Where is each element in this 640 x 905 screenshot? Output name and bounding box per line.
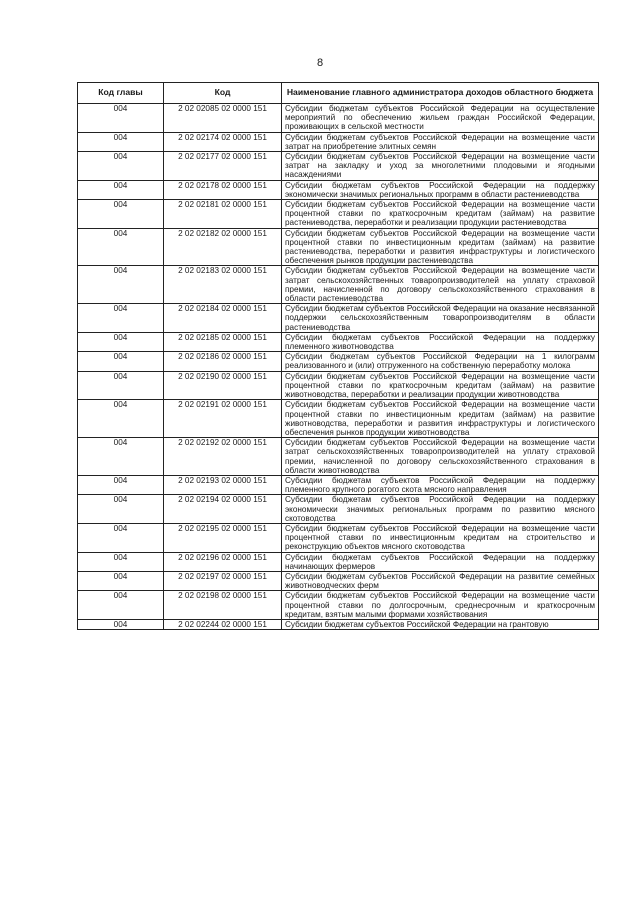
chapter-code-cell: 004 [78, 304, 164, 333]
header-row [78, 83, 599, 104]
table-row [78, 438, 599, 476]
code-cell: 2 02 02195 02 0000 151 [164, 523, 282, 552]
revenue-administrators-table [77, 82, 599, 630]
page-number: 8 [316, 57, 324, 69]
name-cell: Субсидии бюджетам субъектов Российской Федерации на возмещение части процентной ставки по инвестиционным кредитам (займам) на развитие животноводства, переработки и развития инфраструктуры и логистического обеспечения рынков продукции животноводства [282, 400, 599, 438]
code-cell: 2 02 02191 02 0000 151 [164, 400, 282, 438]
name-cell: Субсидии бюджетам субъектов Российской Федерации на возмещение части процентной ставки по инвестиционным кредитам (займам) на развитие растениеводства, переработки и развития инфраструктуры и логистического обеспечения рынков продукции растениеводства [282, 228, 599, 266]
code-cell: 2 02 02178 02 0000 151 [164, 180, 282, 199]
name-cell: Субсидии бюджетам субъектов Российской Федерации на возмещение части затрат сельскохозяйственных товаропроизводителей на уплату страховой премии, начисленной по договору сельскохозяйственного страхования в области растениеводства [282, 266, 599, 304]
chapter-code-cell: 004 [78, 352, 164, 371]
table-row [78, 371, 599, 400]
table-row [78, 400, 599, 438]
table-row [78, 571, 599, 590]
table-row [78, 552, 599, 571]
code-cell: 2 02 02183 02 0000 151 [164, 266, 282, 304]
table-row [78, 475, 599, 494]
name-cell: Субсидии бюджетам субъектов Российской Федерации на возмещение части процентной ставки по краткосрочным кредитам (займам) на развитие растениеводства, переработки и реализации продукции растениеводства [282, 200, 599, 229]
table-row [78, 200, 599, 229]
chapter-code-cell: 004 [78, 523, 164, 552]
name-cell: Субсидии бюджетам субъектов Российской Федерации на поддержку племенного крупного рогатого скота мясного направления [282, 475, 599, 494]
table-row [78, 266, 599, 304]
name-cell: Субсидии бюджетам субъектов Российской Федерации на 1 килограмм реализованного и (или) отгруженного на собственную переработку молока [282, 352, 599, 371]
chapter-code-cell: 004 [78, 438, 164, 476]
chapter-code-cell: 004 [78, 371, 164, 400]
chapter-code-cell: 004 [78, 552, 164, 571]
code-cell: 2 02 02181 02 0000 151 [164, 200, 282, 229]
table-row [78, 104, 599, 133]
chapter-code-cell: 004 [78, 332, 164, 351]
name-cell: Субсидии бюджетам субъектов Российской Федерации на поддержку экономически значимых региональных программ в области растениеводства [282, 180, 599, 199]
name-cell: Субсидии бюджетам субъектов Российской Федерации на осуществление мероприятий по обеспечению жильем граждан Российской Федерации, проживающих в сельской местности [282, 104, 599, 133]
chapter-code-cell: 004 [78, 495, 164, 524]
table-row [78, 132, 599, 151]
chapter-code-cell: 004 [78, 591, 164, 620]
code-cell: 2 02 02186 02 0000 151 [164, 352, 282, 371]
table-header [78, 83, 599, 104]
table-row [78, 152, 599, 181]
header-code: Код [164, 83, 282, 104]
code-cell: 2 02 02192 02 0000 151 [164, 438, 282, 476]
name-cell: Субсидии бюджетам субъектов Российской Федерации на поддержку экономически значимых региональных программ по развитию мясного скотоводства [282, 495, 599, 524]
code-cell: 2 02 02197 02 0000 151 [164, 571, 282, 590]
header-chapter-code: Код главы [78, 83, 164, 104]
table-row [78, 619, 599, 629]
code-cell: 2 02 02174 02 0000 151 [164, 132, 282, 151]
name-cell: Субсидии бюджетам субъектов Российской Федерации на оказание несвязанной поддержки сельскохозяйственным товаропроизводителям в области растениеводства [282, 304, 599, 333]
chapter-code-cell: 004 [78, 152, 164, 181]
code-cell: 2 02 02194 02 0000 151 [164, 495, 282, 524]
code-cell: 2 02 02198 02 0000 151 [164, 591, 282, 620]
table-row [78, 180, 599, 199]
code-cell: 2 02 02196 02 0000 151 [164, 552, 282, 571]
table-row [78, 228, 599, 266]
table-row [78, 332, 599, 351]
code-cell: 2 02 02185 02 0000 151 [164, 332, 282, 351]
name-cell: Субсидии бюджетам субъектов Российской Федерации на возмещение части процентной ставки по инвестиционным кредитам на строительство и реконструкцию объектов мясного скотоводства [282, 523, 599, 552]
chapter-code-cell: 004 [78, 200, 164, 229]
chapter-code-cell: 004 [78, 475, 164, 494]
table-row [78, 591, 599, 620]
code-cell: 2 02 02244 02 0000 151 [164, 619, 282, 629]
name-cell: Субсидии бюджетам субъектов Российской Федерации на возмещение части процентной ставки по долгосрочным, среднесрочным и краткосрочным кредитам, взятым малыми формами хозяйствования [282, 591, 599, 620]
header-name: Наименование главного администратора доходов областного бюджета [282, 83, 599, 104]
code-cell: 2 02 02182 02 0000 151 [164, 228, 282, 266]
name-cell: Субсидии бюджетам субъектов Российской Федерации на возмещение части затрат на закладку и уход за многолетними плодовыми и ягодными насаждениями [282, 152, 599, 181]
name-cell: Субсидии бюджетам субъектов Российской Федерации на возмещение части затрат сельскохозяйственных товаропроизводителей на уплату страховой премии, начисленной по договору сельскохозяйственного страхования в области животноводства [282, 438, 599, 476]
chapter-code-cell: 004 [78, 571, 164, 590]
chapter-code-cell: 004 [78, 180, 164, 199]
code-cell: 2 02 02184 02 0000 151 [164, 304, 282, 333]
name-cell: Субсидии бюджетам субъектов Российской Федерации на возмещение части процентной ставки по краткосрочным кредитам (займам) на развитие животноводства, переработки и реализации продукции животноводства [282, 371, 599, 400]
code-cell: 2 02 02177 02 0000 151 [164, 152, 282, 181]
code-cell: 2 02 02085 02 0000 151 [164, 104, 282, 133]
chapter-code-cell: 004 [78, 104, 164, 133]
table-row [78, 495, 599, 524]
chapter-code-cell: 004 [78, 266, 164, 304]
table-row [78, 304, 599, 333]
code-cell: 2 02 02193 02 0000 151 [164, 475, 282, 494]
table-row [78, 352, 599, 371]
chapter-code-cell: 004 [78, 132, 164, 151]
name-cell: Субсидии бюджетам субъектов Российской Федерации на грантовую [282, 619, 599, 629]
name-cell: Субсидии бюджетам субъектов Российской Федерации на поддержку начинающих фермеров [282, 552, 599, 571]
name-cell: Субсидии бюджетам субъектов Российской Федерации на развитие семейных животноводческих ферм [282, 571, 599, 590]
chapter-code-cell: 004 [78, 619, 164, 629]
chapter-code-cell: 004 [78, 400, 164, 438]
chapter-code-cell: 004 [78, 228, 164, 266]
table-row [78, 523, 599, 552]
name-cell: Субсидии бюджетам субъектов Российской Федерации на возмещение части затрат на приобретение элитных семян [282, 132, 599, 151]
name-cell: Субсидии бюджетам субъектов Российской Федерации на поддержку племенного животноводства [282, 332, 599, 351]
code-cell: 2 02 02190 02 0000 151 [164, 371, 282, 400]
table-body [78, 104, 599, 630]
